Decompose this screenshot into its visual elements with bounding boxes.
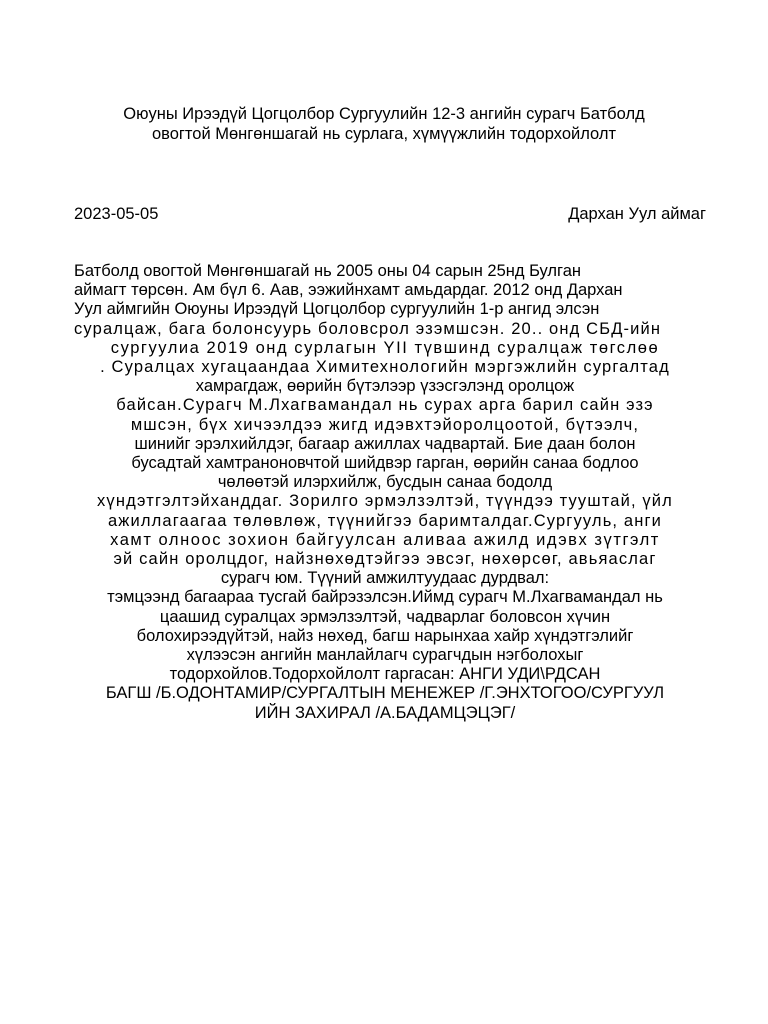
body-line: хамт олноос зохион байгуулсан аливаа ажилд идэвх зүтгэлт: [110, 530, 660, 549]
body-line: . Суралцах хугацаандаа Химитехнологийн мэргэжлийн сургалтад: [100, 358, 670, 377]
body-line: тэмцээнд багаараа тусгай байрэзэлсэн.Иймд сурагч М.Лхагвамандал нь: [107, 588, 663, 607]
body-line: БАГШ /Б.ОДОНТАМИР/СУРГАЛТЫН МЕНЕЖЕР /Г.ЭНХТОГОО/СУРГУУЛ: [105, 684, 665, 703]
body-line: ИЙН ЗАХИРАЛ /А.БАДАМЦЭЦЭГ/: [254, 703, 516, 722]
body-line: шинийг эрэлхийлдэг, багаар ажиллах чадвартай. Бие даан болон: [134, 434, 636, 453]
body-line: Уул аймгийн Оюуны Ирээдүй Цогцолбор сургуулийн 1-р ангид элсэн: [74, 300, 600, 319]
body-line: суралцаж, бага болонсуурь боловсрол эзэмшсэн. 20.. онд СБД-ийн: [74, 319, 662, 338]
body-line: сурагч юм. Түүний амжилтуудаас дурдвал:: [220, 569, 550, 588]
body-line: аймагт төрсөн. Ам бүл 6. Аав, ээжийнхамт амьдардаг. 2012 онд Дархан: [74, 281, 623, 300]
body-line: хүндэтгэлтэйханддаг. Зорилго эрмэлзэлтэй, түүндээ тууштай, үйл: [97, 492, 673, 511]
body-line: байсан.Сурагч М.Лхагвамандал нь сурах арга барил сайн эзэ: [116, 396, 654, 415]
body-line: тодорхойлов.Тодорхойлолт гаргасан: АНГИ УДИ\РДСАН: [169, 665, 601, 684]
title-line: овогтой Мөнгөншагай нь сурлага, хүмүүжлийн тодорхойлолт: [151, 125, 617, 143]
body-line: чөлөөтэй илэрхийлж, бусдын санаа бодолд: [217, 473, 553, 492]
body-line: ажиллагаагаа төлөвлөж, түүнийгээ баримталдаг.Сургууль, анги: [107, 511, 663, 530]
document-body: [60, 262, 710, 723]
document-title: [60, 104, 708, 144]
document-date: 2023-05-05: [74, 205, 159, 223]
body-line: хамрагдаж, өөрийн бүтэлээр үзэсгэлэнд оролцож: [195, 377, 575, 396]
body-line: сургуулиа 2019 онд сурлагын YII түвшинд суралцаж төгслөө: [110, 338, 660, 357]
document-location: Дархан Уул аймаг: [568, 205, 706, 223]
body-line: цаашид суралцах эрмэлзэлтэй, чадварлаг боловсон хүчин: [159, 607, 611, 626]
body-line: болохирээдүйтэй, найз нөхөд, багш нарынхаа хайр хүндэтгэлийг: [136, 626, 634, 645]
body-line: эй сайн оролцдог, найзнөхөдтэйгээ эвсэг, нөхөрсөг, авьяаслаг: [113, 550, 657, 569]
body-line: мшсэн, бүх хичээлдээ жигд идэвхтэйоролцоотой, бүтээлч,: [130, 415, 640, 434]
body-line: хүлээсэн ангийн манлайлагч сурагчдын нэгболохыг: [186, 646, 584, 665]
body-line: Батболд овогтой Мөнгөншагай нь 2005 оны 04 сарын 25нд Булган: [74, 262, 582, 280]
title-line: Оюуны Ирээдүй Цогцолбор Сургуулийн 12-3 ангийн сурагч Батболд: [123, 105, 645, 123]
body-line: бусадтай хамтраноновчтой шийдвэр гарган, өөрийн санаа бодлоо: [131, 454, 639, 473]
